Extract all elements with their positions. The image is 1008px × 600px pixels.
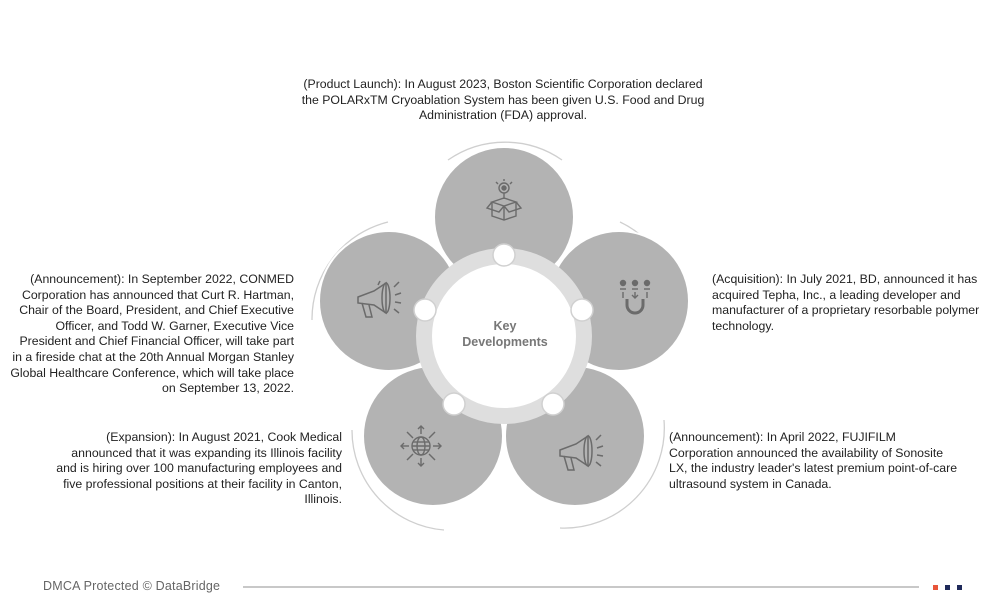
ring-node-left	[414, 299, 436, 321]
development-text-expansion: (Expansion): In August 2021, Cook Medical announced that it was expanding its Illinois facility and is hiring over 100 manufacturing employees and five professional positions at their facility in Canton, Illinois.	[56, 430, 342, 507]
ring-node-bottom-right	[542, 393, 564, 415]
ring-node-bottom-left	[443, 393, 465, 415]
footer-dot-navy-2	[957, 585, 962, 590]
footer-dot-orange	[933, 585, 938, 590]
ring-node-right	[571, 299, 593, 321]
ring-node-top	[493, 244, 515, 266]
development-text-announcement-conmed: (Announcement): In September 2022, CONMED Corporation has announced that Curt R. Hartman, Chair of the Board, President, and Chief Executive Officer, and Todd W. Garner, Executive Vice President and Chief Financial Officer, will take part in a fireside chat at the 20th Annual Morgan Stanley Global Healthcare Conference, which will take place on September 13, 2022.	[10, 272, 294, 396]
globe-expansion-icon	[401, 426, 441, 466]
development-text-acquisition: (Acquisition): In July 2021, BD, announced it has acquired Tepha, Inc., a leading developer and manufacturer of a proprietary resorbable polymer technology.	[712, 272, 980, 333]
development-text-product-launch: (Product Launch): In August 2023, Boston Scientific Corporation declared the POLARxTM Cryoablation System has been given U.S. Food and Drug Administration (FDA) approval.	[301, 77, 705, 123]
footer-dot-navy-1	[945, 585, 950, 590]
center-label-line1: Key	[493, 319, 517, 333]
development-text-announcement-fujifilm: (Announcement): In April 2022, FUJIFILM Corporation announced the availability of Sonosite LX, the industry leader's latest premium point-of-care ultrasound system in Canada.	[669, 430, 958, 491]
center-label-line2: Developments	[462, 335, 548, 349]
footer-copyright: DMCA Protected © DataBridge	[43, 579, 221, 593]
footer-divider	[243, 586, 919, 588]
